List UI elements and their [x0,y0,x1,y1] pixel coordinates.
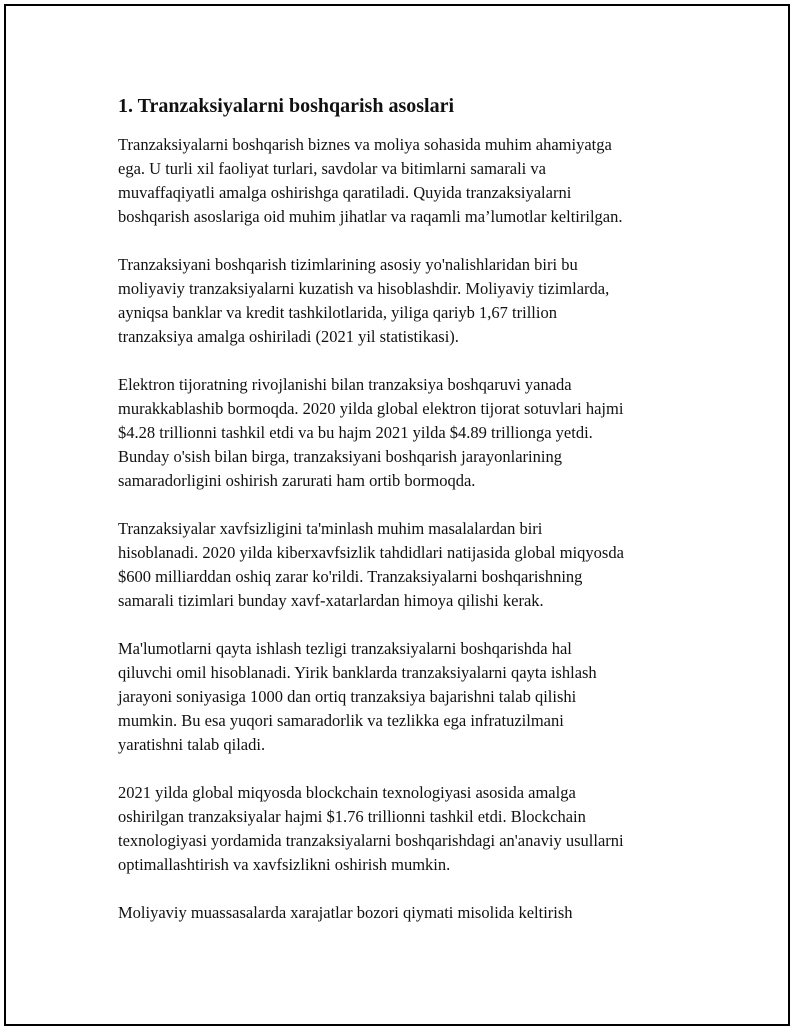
paragraph [118,901,698,925]
paragraph [118,373,698,493]
text-line: texnologiyasi yordamida tranzaksiyalarni boshqarishdagi an'anaviy usullarni [118,831,624,850]
paragraph [118,133,698,229]
text-line: yaratishni talab qiladi. [118,735,266,754]
text-line: tranzaksiya amalga oshiriladi (2021 yil statistikasi). [118,327,459,346]
text-line: samaradorligini oshirish zarurati ham ortib bormoqda. [118,471,476,490]
text-line: jarayoni soniyasiga 1000 dan ortiq tranzaksiya bajarishni talab qilishi [118,687,577,706]
text-line: oshirilgan tranzaksiyalar hajmi $1.76 trillionni tashkil etdi. Blockchain [118,807,586,826]
section-heading: 1. Tranzaksiyalarni boshqarish asoslari [118,95,454,117]
text-line: ega. U turli xil faoliyat turlari, savdolar va bitimlarni samarali va [118,159,546,178]
text-line: muvaffaqiyatli amalga oshirishga qaratiladi. Quyida tranzaksiyalarni [118,183,572,202]
text-line: boshqarish asoslariga oid muhim jihatlar va raqamli ma’lumotlar keltirilgan. [118,207,623,226]
text-line: 2021 yilda global miqyosda blockchain texnologiyasi asosida amalga [118,783,576,802]
text-line: qiluvchi omil hisoblanadi. Yirik banklarda tranzaksiyalarni qayta ishlash [118,663,597,682]
text-line: Tranzaksiyalarni boshqarish biznes va moliya sohasida muhim ahamiyatga [118,135,612,154]
text-line: ayniqsa banklar va kredit tashkilotlarida, yiliga qariyb 1,67 trillion [118,303,557,322]
text-line: samarali tizimlari bunday xavf-xatarlardan himoya qilishi kerak. [118,591,544,610]
text-line: optimallashtirish va xavfsizlikni oshirish mumkin. [118,855,451,874]
text-line: mumkin. Bu esa yuqori samaradorlik va tezlikka ega infratuzilmani [118,711,564,730]
paragraph [118,781,698,877]
text-line: $4.28 trillionni tashkil etdi va bu hajm 2021 yilda $4.89 trillionga yetdi. [118,423,593,442]
text-line: $600 milliarddan oshiq zarar ko'rildi. Tranzaksiyalarni boshqarishning [118,567,583,586]
text-line: Elektron tijoratning rivojlanishi bilan tranzaksiya boshqaruvi yanada [118,375,572,394]
text-line: murakkablashib bormoqda. 2020 yilda global elektron tijorat sotuvlari hajmi [118,399,624,418]
text-line: Tranzaksiyalar xavfsizligini ta'minlash muhim masalalardan biri [118,519,543,538]
paragraph [118,517,698,613]
paragraph [118,253,698,349]
paragraph-container [118,133,698,925]
text-line: Ma'lumotlarni qayta ishlash tezligi tranzaksiyalarni boshqarishda hal [118,639,572,658]
text-line: Bunday o'sish bilan birga, tranzaksiyani boshqarish jarayonlarining [118,447,562,466]
document-body [118,92,698,949]
text-line: hisoblanadi. 2020 yilda kiberxavfsizlik tahdidlari natijasida global miqyosda [118,543,624,562]
text-line: Tranzaksiyani boshqarish tizimlarining asosiy yo'nalishlaridan biri bu [118,255,578,274]
text-line: Moliyaviy muassasalarda xarajatlar bozori qiymati misolida keltirish [118,903,573,922]
paragraph [118,637,698,757]
text-line: moliyaviy tranzaksiyalarni kuzatish va hisoblashdir. Moliyaviy tizimlarda, [118,279,610,298]
